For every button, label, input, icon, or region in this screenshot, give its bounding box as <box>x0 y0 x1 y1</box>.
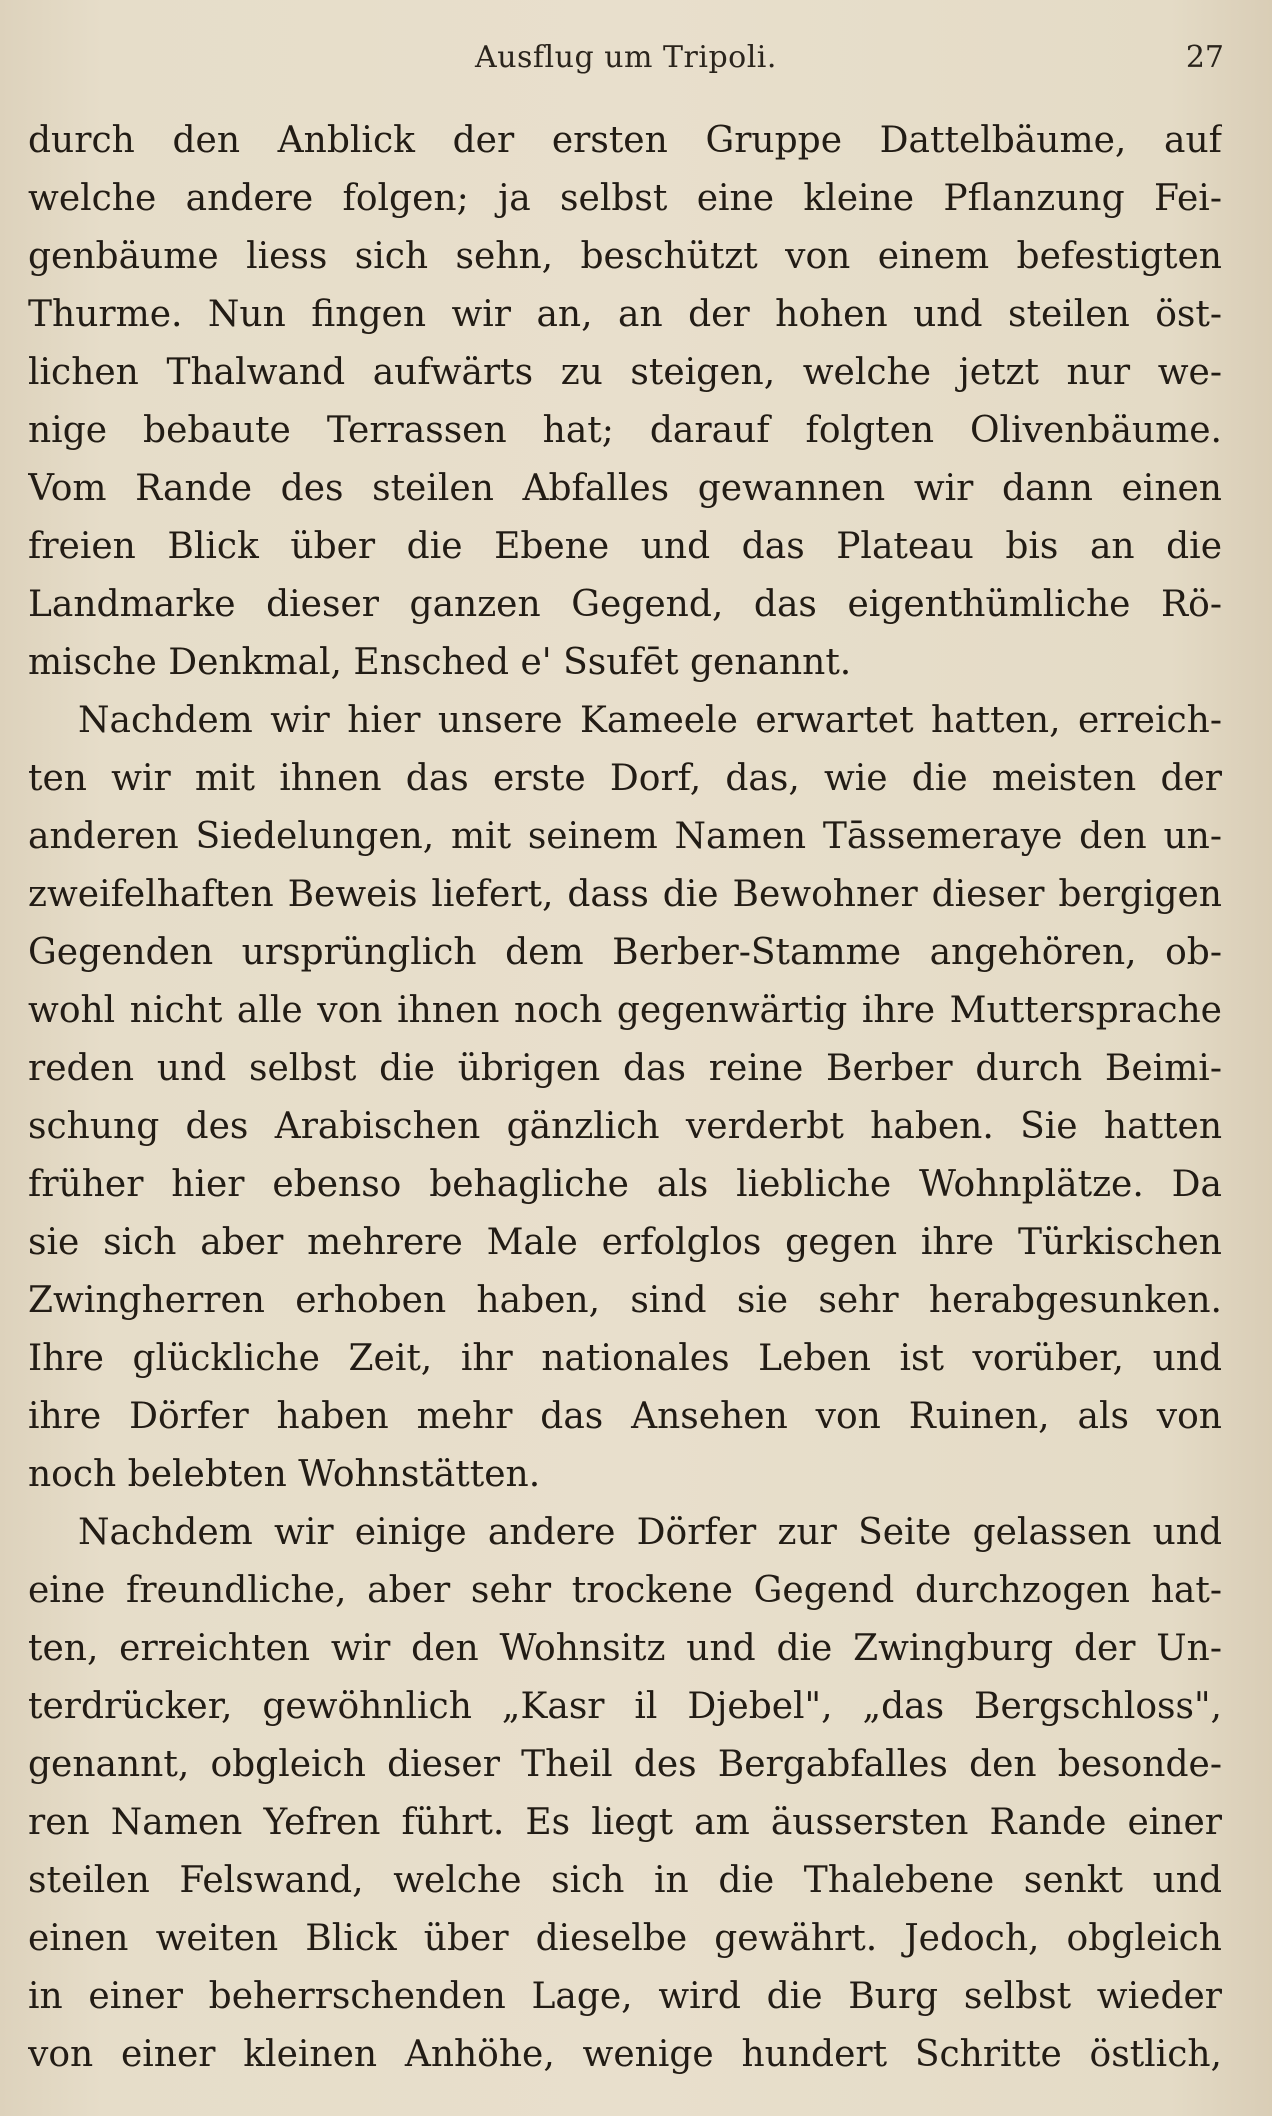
text-line: früher hier ebenso behagliche als liebliche Wohnplätze. Da <box>28 1164 1222 1205</box>
text-line: terdrücker, gewöhnlich „Kasr il Djebel", „das Bergschloss", <box>28 1686 1222 1727</box>
text-line: Zwingherren erhoben haben, sind sie sehr herabgesunken. <box>28 1280 1222 1321</box>
text-line: steilen Felswand, welche sich in die Thalebene senkt und <box>28 1860 1222 1901</box>
running-title: Ausflug um Tripoli. <box>475 40 777 75</box>
text-line: welche andere folgen; ja selbst eine kleine Pflanzung Fei- <box>28 178 1222 219</box>
text-line: reden und selbst die übrigen das reine Berber durch Beimi- <box>28 1048 1222 1089</box>
running-header <box>28 34 1224 84</box>
page-number: 27 <box>1185 40 1224 75</box>
text-line: genannt, obgleich dieser Theil des Bergabfalles den besonde- <box>28 1744 1222 1785</box>
text-line: anderen Siedelungen, mit seinem Namen Tāssemeraye den un- <box>28 816 1222 857</box>
text-line: von einer kleinen Anhöhe, wenige hundert Schritte östlich, <box>28 2034 1222 2075</box>
text-line: lichen Thalwand aufwärts zu steigen, welche jetzt nur we- <box>28 352 1222 393</box>
text-line: eine freundliche, aber sehr trockene Gegend durchzogen hat- <box>28 1570 1222 1611</box>
text-line: genbäume liess sich sehn, beschützt von einem befestigten <box>28 236 1222 277</box>
text-line: Ihre glückliche Zeit, ihr nationales Leben ist vorüber, und <box>28 1338 1222 1379</box>
text-line: zweifelhaften Beweis liefert, dass die Bewohner dieser bergigen <box>28 874 1222 915</box>
text-line: freien Blick über die Ebene und das Plateau bis an die <box>28 526 1222 567</box>
text-line: nige bebaute Terrassen hat; darauf folgten Olivenbäume. <box>28 410 1222 451</box>
text-line: Vom Rande des steilen Abfalles gewannen wir dann einen <box>28 468 1222 509</box>
text-line: in einer beherrschenden Lage, wird die Burg selbst wieder <box>28 1976 1222 2017</box>
body-text <box>28 112 1222 2084</box>
text-line: ten wir mit ihnen das erste Dorf, das, wie die meisten der <box>28 758 1222 799</box>
paragraph-end-line: mische Denkmal, Ensched e' Ssufēt genannt. <box>28 642 852 683</box>
text-line: Gegenden ursprünglich dem Berber-Stamme angehören, ob- <box>28 932 1222 973</box>
paragraph-end-line: noch belebten Wohnstätten. <box>28 1454 541 1495</box>
paragraph-start-line: Nachdem wir hier unsere Kameele erwartet hatten, erreich- <box>78 700 1222 741</box>
text-line: ihre Dörfer haben mehr das Ansehen von Ruinen, als von <box>28 1396 1222 1437</box>
text-line: Landmarke dieser ganzen Gegend, das eigenthümliche Rö- <box>28 584 1222 625</box>
text-line: ten, erreichten wir den Wohnsitz und die Zwingburg der Un- <box>28 1628 1222 1669</box>
paragraph-start-line: Nachdem wir einige andere Dörfer zur Seite gelassen und <box>78 1512 1222 1553</box>
text-line: Thurme. Nun fingen wir an, an der hohen und steilen öst- <box>28 294 1222 335</box>
text-line: ren Namen Yefren führt. Es liegt am äussersten Rande einer <box>28 1802 1222 1843</box>
text-line: durch den Anblick der ersten Gruppe Dattelbäume, auf <box>28 120 1222 161</box>
text-line: sie sich aber mehrere Male erfolglos gegen ihre Türkischen <box>28 1222 1222 1263</box>
text-line: einen weiten Blick über dieselbe gewährt. Jedoch, obgleich <box>28 1918 1222 1959</box>
text-line: schung des Arabischen gänzlich verderbt haben. Sie hatten <box>28 1106 1222 1147</box>
text-line: wohl nicht alle von ihnen noch gegenwärtig ihre Muttersprache <box>28 990 1222 1031</box>
